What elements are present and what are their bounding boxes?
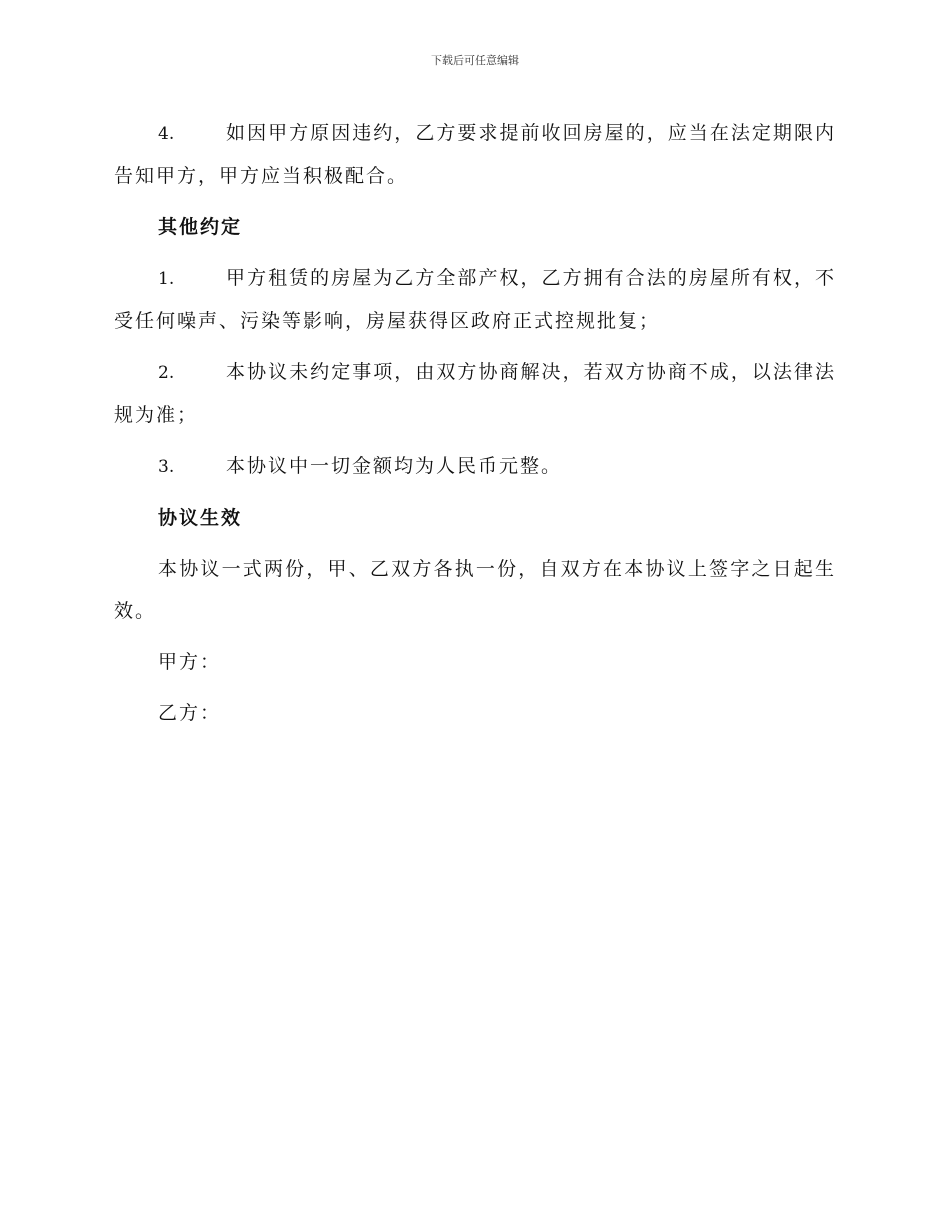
- clause-text: 本协议未约定事项，由双方协商解决，若双方协商不成，以法律法规为准；: [114, 361, 836, 426]
- party-b-signature-line: 乙方：: [158, 702, 222, 724]
- other-clause-1: [114, 257, 836, 342]
- other-clause-3: [114, 445, 836, 488]
- other-clause-2: [114, 351, 836, 436]
- page-header: 下载后可任意编辑: [431, 54, 519, 67]
- section-heading-other: 其他约定: [158, 216, 243, 238]
- clause-text: 本协议中一切金额均为人民币元整。: [226, 455, 563, 477]
- clause-number: 4.: [158, 124, 175, 144]
- document-body: [114, 112, 836, 743]
- clause-number: 3.: [158, 457, 175, 477]
- section-heading-effect: 协议生效: [158, 507, 243, 529]
- clause-number: 2.: [158, 363, 175, 383]
- effect-paragraph: 本协议一式两份，甲、乙双方各执一份，自双方在本协议上签字之日起生效。: [114, 558, 836, 622]
- clause-number: 1.: [158, 269, 175, 289]
- party-a-signature-line: 甲方：: [158, 651, 222, 673]
- clause-4: [114, 112, 836, 197]
- clause-text: 如因甲方原因违约，乙方要求提前收回房屋的，应当在法定期限内告知甲方，甲方应当积极配合。: [114, 122, 836, 187]
- clause-text: 甲方租赁的房屋为乙方全部产权，乙方拥有合法的房屋所有权，不受任何噪声、污染等影响，房屋获得区政府正式控规批复；: [114, 267, 836, 332]
